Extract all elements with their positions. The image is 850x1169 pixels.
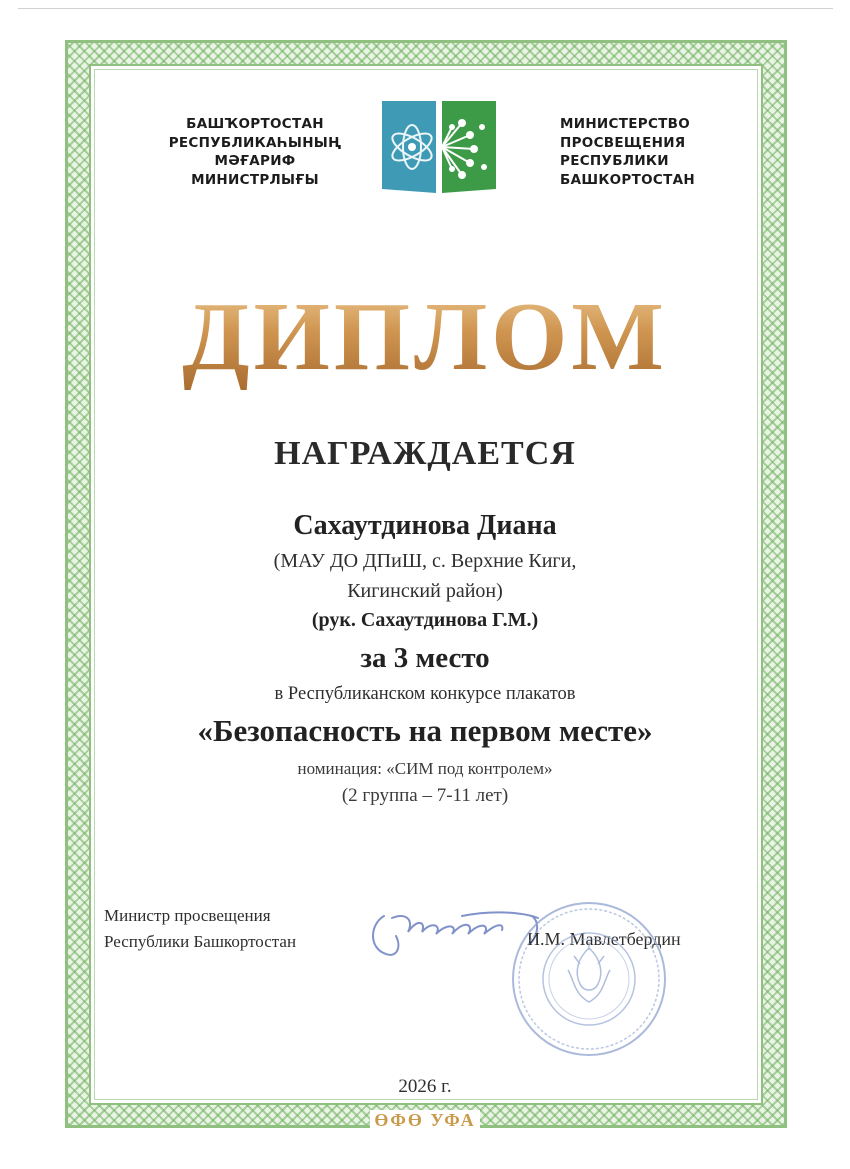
ministry-logo-icon: [378, 97, 500, 197]
ministry-name-russian: МИНИСТЕРСТВО ПРОСВЕЩЕНИЯ РЕСПУБЛИКИ БАШКОРТОСТАН: [560, 116, 695, 188]
contest-description: в Республиканском конкурсе плакатов: [274, 684, 576, 704]
scan-edge-line: [18, 8, 833, 9]
recipient-organization-line1: (МАУ ДО ДПиШ, с. Верхние Киги,: [273, 550, 577, 572]
issue-year: 2026 г.: [398, 1076, 452, 1097]
ministry-name-bashkir: БАШҠОРТОСТАН РЕСПУБЛИКАҺЫНЫҢ МӘҒАРИФ МИНИСТРЛЫҒЫ: [168, 116, 342, 188]
minister-position: Министр просвещения Республики Башкортостан: [104, 906, 297, 951]
official-stamp-icon: [508, 898, 670, 1060]
recipient-organization-line2: Кигинский район): [347, 580, 503, 602]
age-group: (2 группа – 7-11 лет): [341, 785, 509, 806]
diploma-title: ДИПЛОМ: [95, 282, 755, 392]
minister-name: И.М. Мавлетбердин: [527, 929, 681, 949]
recipient-name: Сахаутдинова Диана: [293, 510, 557, 541]
award-place: за 3 место: [360, 642, 490, 674]
supervisor-name: (рук. Сахаутдинова Г.М.): [311, 609, 539, 631]
city-label: ӨФӨ УФА: [370, 1110, 480, 1131]
contest-name: «Безопасность на первом месте»: [197, 713, 653, 748]
awarded-label: НАГРАЖДАЕТСЯ: [274, 435, 576, 472]
nomination: номинация: «СИМ под контролем»: [297, 759, 553, 778]
